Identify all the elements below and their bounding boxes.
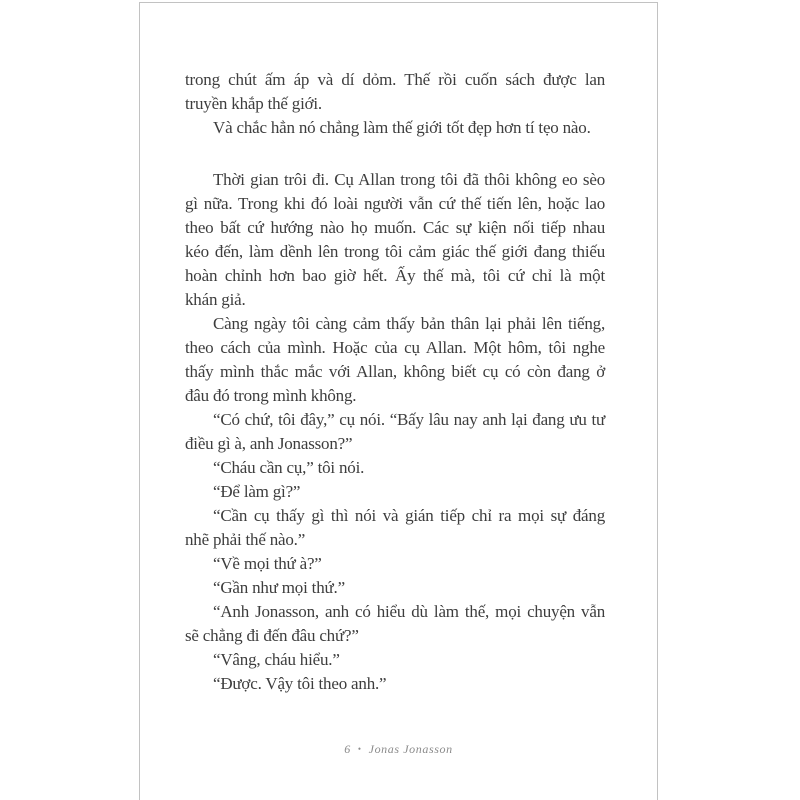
- text-line: gì nữa. Trong khi đó loài người vẫn cứ thế tiến lên, hoặc lao: [185, 194, 605, 213]
- text-line: truyền khắp thế giới.: [185, 94, 322, 113]
- text-line: “Vâng, cháu hiểu.”: [213, 650, 340, 669]
- text-line: hoàn chỉnh hơn bao giờ hết. Ấy thế mà, tôi cứ chỉ là một: [185, 266, 605, 285]
- text-line: nhẽ phải thế nào.”: [185, 530, 306, 549]
- text-line: Thời gian trôi đi. Cụ Allan trong tôi đã thôi không eo sèo: [213, 170, 605, 189]
- text-line: “Có chứ, tôi đây,” cụ nói. “Bấy lâu nay anh lại đang ưu tư: [213, 410, 605, 429]
- section-break: [185, 140, 605, 168]
- text-line: theo bất cứ hướng nào họ muốn. Các sự kiện nối tiếp nhau: [185, 218, 605, 237]
- page-number: 6: [344, 742, 351, 756]
- page-text: [185, 68, 605, 696]
- text-line: khán giả.: [185, 290, 246, 309]
- text-line: “Anh Jonasson, anh có hiểu dù làm thế, mọi chuyện vẫn: [213, 602, 605, 621]
- text-line: kéo đến, làm dềnh lên trong tôi cảm giác thế giới đang thiếu: [185, 242, 605, 261]
- text-line: “Cần cụ thấy gì thì nói và gián tiếp chỉ ra mọi sự đáng: [213, 506, 605, 525]
- book-page: [139, 2, 658, 800]
- text-line: Và chắc hẳn nó chẳng làm thế giới tốt đẹp hơn tí tẹo nào.: [213, 118, 591, 137]
- text-line: “Gần như mọi thứ.”: [213, 578, 345, 597]
- text-line: trong chút ấm áp và dí dỏm. Thế rồi cuốn sách được lan: [185, 70, 605, 89]
- text-line: “Về mọi thứ à?”: [213, 554, 322, 573]
- page-footer: [140, 741, 657, 757]
- text-line: sẽ chẳng đi đến đâu chứ?”: [185, 626, 359, 645]
- text-line: “Để làm gì?”: [213, 482, 301, 501]
- text-line: điều gì à, anh Jonasson?”: [185, 434, 353, 453]
- text-line: theo cách của mình. Hoặc của cụ Allan. Một hôm, tôi nghe: [185, 338, 605, 357]
- author-name: Jonas Jonasson: [368, 742, 453, 756]
- text-line: “Được. Vậy tôi theo anh.”: [213, 674, 387, 693]
- text-line: đâu đó trong mình không.: [185, 386, 357, 405]
- text-line: “Cháu cần cụ,” tôi nói.: [213, 458, 365, 477]
- text-line: Càng ngày tôi càng cảm thấy bản thân lại phải lên tiếng,: [213, 314, 605, 333]
- footer-separator: •: [357, 744, 362, 754]
- text-line: thấy mình thắc mắc với Allan, không biết cụ có còn đang ở: [185, 362, 605, 381]
